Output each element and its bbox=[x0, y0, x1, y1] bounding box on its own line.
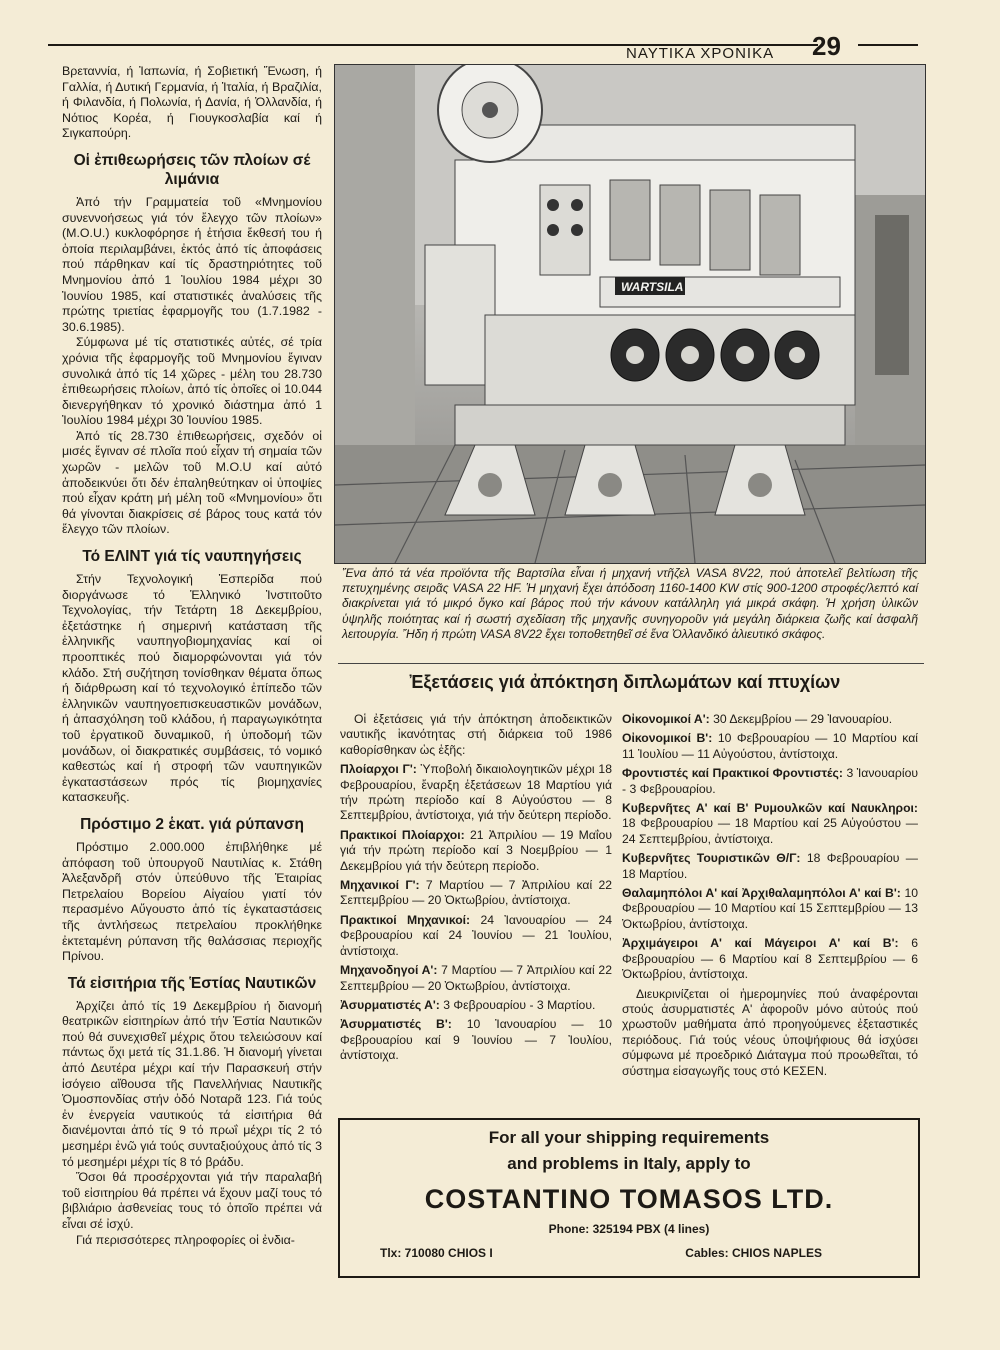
exam-entry bbox=[340, 963, 612, 994]
ad-tagline-2: and problems in Italy, apply to bbox=[507, 1154, 751, 1173]
exam-dates: 18 Φεβρουαρίου — 18 Μαρτίου καί 25 Αὐγούστου — 24 Σεπτεμβρίου, ἀντίστοιχα. bbox=[622, 816, 918, 846]
exam-label: Θαλαμηπόλοι Α' καί Ἀρχιθαλαμηπόλοι Α' καί Β': bbox=[622, 886, 901, 901]
exam-label: Πρακτικοί Πλοίαρχοι: bbox=[340, 827, 465, 842]
exam-label: Πρακτικοί Μηχανικοί: bbox=[340, 912, 471, 927]
section-heading: Οἱ ἐπιθεωρήσεις τῶν πλοίων σέ λιμάνια bbox=[73, 151, 311, 188]
exam-dates: 3 Ἰανουαρίου - 3 Φεβρουαρίου. bbox=[622, 766, 919, 796]
section-heading: Τά εἰσιτήρια τῆς Ἑστίας Ναυτικῶν bbox=[67, 974, 317, 992]
exam-dates: 10 Φεβρουαρίου — 10 Μαρτίου καί 15 Σεπτεμβρίου — 13 Ὀκτωβρίου, ἀντίστοιχα. bbox=[622, 886, 918, 931]
exam-entry bbox=[622, 712, 918, 727]
exam-label: Οἰκονομικοί Β': bbox=[622, 731, 713, 746]
exam-entry bbox=[340, 878, 612, 909]
exam-entry bbox=[340, 913, 612, 959]
ad-telex: Tlx: 710080 CHIOS I bbox=[380, 1246, 493, 1260]
section-heading: Πρόστιμο 2 ἑκατ. γιά ρύπανση bbox=[80, 815, 304, 833]
exam-dates: 21 Ἀπριλίου — 19 Μαΐου γιά τήν πρώτη περίοδο καί 3 Νοεμβρίου — 1 Δεκεμβρίου γιά τήν δεύτερη περίοδο. bbox=[340, 827, 612, 873]
ad-tagline-1: For all your shipping requirements bbox=[488, 1128, 770, 1147]
exam-entry bbox=[622, 936, 918, 982]
exam-entry bbox=[622, 766, 918, 797]
intro-text: Βρεταννία, ή Ἰαπωνία, ή Σοβιετική Ἕνωση, ή Γαλλία, ή Δυτική Γερμανία, ή Ἰταλία, ή Βραζιλία, ή Φιλανδία, ή Πολωνία, ή Δανία, ή Ὀλλανδία, ή Νότιος Κορέα, ή Γιουγκοσλαβία καί ή Σιγκαπούρη. bbox=[62, 64, 322, 141]
ad-phone: Phone: 325194 PBX (4 lines) bbox=[548, 1222, 710, 1236]
exam-label: Ἀσυρματιστές Β': bbox=[340, 1017, 452, 1032]
exam-entry bbox=[340, 828, 612, 874]
exam-label: Κυβερνῆτες Α' καί Β' Ρυμουλκῶν καί Ναυκληροι: bbox=[622, 801, 918, 816]
ad-cables: Cables: CHIOS NAPLES bbox=[685, 1246, 822, 1260]
exam-label: Πλοίαρχοι Γ': bbox=[340, 762, 417, 777]
photo-caption: Ἕνα ἀπό τά νέα προϊόντα τῆς Βαρτσίλα εἶναι ή μηχανή ντῆζελ VASA 8V22, πού ἀποτελεῖ βελτίωση τῆς πετυχημένης σειρᾶς VASA 22 HF. Ἡ μηχανή ἔχει ἀπόδοση 1160-1400 KW στίς 900-1200 στροφές/λεπτό καί διακρίνεται γιά τό μικρό ὄγκο καί βάρος πού τήν κάνουν κατάλληλη γιά μικρά σκάφη. Ἡ χρήση ὑλικῶν ὑψηλῆς ποιότητας καί ή σωστή σχεδίαση τῆς μηχανῆς συνηγοροῦν γιά μεγάλη διάρκεια ζωῆς καί ἀσφαλῆ λειτουργία. Ἤδη ή πρώτη VASA 8V22 ἔχει τοποθετηθεῖ σέ ἕνα Ὀλλανδικό ἁλιευτικό σκάφος. bbox=[342, 566, 918, 641]
exam-label: Ἀσυρματιστές Α': bbox=[340, 997, 440, 1012]
engine-illustration bbox=[335, 65, 925, 563]
advertisement-box bbox=[338, 1118, 920, 1278]
exam-dates: 7 Μαρτίου — 7 Ἀπριλίου καί 22 Σεπτεμβρίου — 20 Ὀκτωβρίου, ἀντίστοιχα. bbox=[340, 878, 612, 908]
engine-brand-label: WARTSILA bbox=[621, 280, 684, 294]
exam-note: Διευκρινίζεται οἱ ἡμερομηνίες πού ἀναφέρονται στούς ἀσυρματιστές Α' ἀφοροῦν μόνο αὐτούς πού χρωστοῦν μαθήματα ἀπό προηγούμενες ἐξεταστικές περιόδους. Γιά τούς νέους ὑποψήφιους θά ἰσχύσει σύμφωνα μέ προεδρικό Διάταγμα πού προωθεῖται, τό σύστημα εἰσαγωγῆς τους στό ΚΕΣΕΝ. bbox=[622, 986, 918, 1078]
section-heading: Τό ΕΛΙΝΤ γιά τίς ναυπηγήσεις bbox=[82, 548, 302, 566]
left-column bbox=[62, 64, 322, 1248]
publication-name: ΝΑΥΤΙΚΑ ΧΡΟΝΙΚΑ bbox=[626, 45, 775, 62]
exam-entry bbox=[622, 731, 918, 762]
exam-dates: 10 Ἰανουαρίου — 10 Φεβρουαρίου καί 9 Ἰουνίου — 7 Ἰουλίου, ἀντίστοιχα. bbox=[340, 1017, 612, 1063]
exam-dates: 6 Φεβρουαρίου — 6 Μαρτίου καί 8 Σεπτεμβρίου — 6 Ὀκτωβρίου, ἀντίστοιχα. bbox=[622, 936, 918, 982]
paragraph: Πρόστιμο 2.000.000 ἐπιβλήθηκε μέ ἀπόφαση τοῦ ὑπουργοῦ Ναυτιλίας κ. Στάθη Ἀλεξανδρῆ στόν ὑπεύθυνο τῆς Ἑταιρίας Πετρελαίου Βορείου Αἰγαίου γιατί τόν περασμένο Αὔγουστο ἀπό τίς ἐγκαταστάσεις τῆς ἀντλήσεως πετρελαίου προκλήθηκε ἐκτεταμένη ρύπανση τῆς θαλάσσιας περιοχῆς Πρίνου. bbox=[62, 839, 322, 964]
exam-dates: 24 Ἰανουαρίου — 24 Φεβρουαρίου καί 24 Ἰουνίου — 21 Ἰουλίου, ἀντίστοιχα. bbox=[340, 912, 612, 958]
paragraph: Ἀπό τήν Γραμματεία τοῦ «Μνημονίου συνεννοήσεως γιά τόν ἔλεγχο τῶν πλοίων» (M.O.U.) κυκλοφόρησε ή ἐτήσια ἔκθεσή του ή ὁποία περιλαμβάνει, ἐκτός ἀπό τίς ἀποφάσεις πού πάρθηκαν καί τίς δραστηριότητες τοῦ Μνημονίου ἀπό 1 Ἰουλίου 1984 μέχρι 30 Ἰουνίου 1985, καί στατιστικές ἀναλύσεις τῆς πρώτης τριετίας ἐφαρμογῆς του (1.7.1982 - 30.6.1985). bbox=[62, 194, 322, 334]
page-number: 29 bbox=[812, 31, 841, 61]
engine-photo bbox=[334, 64, 926, 564]
exam-dates: 30 Δεκεμβρίου — 29 Ἰανουαρίου. bbox=[713, 712, 893, 726]
exam-intro: Οἱ ἐξετάσεις γιά τήν ἀπόκτηση ἀποδεικτικῶν ναυτικῆς ἱκανότητας στή διάρκεια τοῦ 1986 καθορίσθηκαν ὡς ἑξῆς: bbox=[340, 712, 612, 757]
exam-section-title: Ἐξετάσεις γιά ἀπόκτηση διπλωμάτων καί πτυχίων bbox=[409, 672, 841, 692]
exam-column-left bbox=[340, 712, 612, 1068]
paragraph: Γιά περισσότερες πληροφορίες οἱ ἐνδια- bbox=[76, 1232, 295, 1247]
exam-entry bbox=[340, 762, 612, 824]
header-rule-right bbox=[858, 44, 918, 46]
exam-dates: 10 Φεβρουαρίου — 10 Μαρτίου καί 11 Ἰουλίου — 11 Αὐγούστου, ἀντίστοιχα. bbox=[622, 731, 919, 761]
paragraph: Ὅσοι θά προσέρχονται γιά τήν παραλαβή τοῦ εἰσιτηρίου θά πρέπει νά ἔχουν μαζί τους τό βιβλιάριο ἀσθενείας τους τό ὁποῖο πρέπει νά εἶναι σέ ἰσχύ. bbox=[62, 1170, 322, 1231]
exam-entry bbox=[622, 886, 918, 932]
paragraph: Ἀρχίζει ἀπό τίς 19 Δεκεμβρίου ή διανομή θεατρικῶν εἰσιτηρίων ἀπό τήν Ἑστία Ναυτικῶν πού θά συνεχισθεῖ μέχρις ὅτου τελειώσουν καί πάντως ὄχι μετά τίς 31.1.86. Ἡ διανομή γίνεται ἀπό Δευτέρα μέχρι καί τήν Παρασκευή στήν ἰσόγειο αἴθουσα τῆς Πανελλήνιας Ναυτικῆς Ὁμοσπονδίας στήν ὁδό Νοταρᾶ 123. Γιά τούς ἐν ἐνεργεία ναυτικούς τά εἰσιτήρια θά διανέμονται ἀπό τίς 9 τό πρωΐ μέχρι τίς 2 τό μεσημέρι ἐνῶ γιά τούς συνταξιούχους ἀπό τίς 3 τό μεσημέρι μέχρι τίς 8 τό βράδυ. bbox=[62, 998, 322, 1169]
exam-label: Μηχανοδηγοί Α': bbox=[340, 963, 438, 978]
exam-entry bbox=[622, 851, 918, 882]
exam-label: Ἀρχιμάγειροι Α' καί Μάγειροι Α' καί Β': bbox=[622, 936, 899, 951]
paragraph: Στήν Τεχνολογική Ἑσπερίδα πού διοργάνωσε τό Ἑλληνικό Ἰνστιτοῦτο Τεχνολογίας, τήν Τετάρτη 18 Δεκεμβρίου, ἐξετάστηκε ή σημερινή κατάσταση τῆς ἑλληνικῆς ναυπηγοβιομηχανίας καί οἱ προοπτικές πού διαμορφώνονται γιά τόν κλάδο. Στή συζήτηση τονίσθηκαν θέματα ὅπως ή διάρθρωση καί τό τεχνολογικό ἐπίπεδο τῶν ἑλληνικῶν ναυπηγοεπισκευαστικῶν μονάδων, ή ἀπασχόληση τοῦ κλάδου, ή παραγωγικότητα τοῦ ἐργατικοῦ δυναμικοῦ, ή ὑποδομή τῶν μονάδων, οἱ διακρατικές συμβάσεις, τό νομικό καθεστώς καί ή στροφή τῶν ναυπηγικῶν ἐγκαταστάσεων πρός τίς βιομηχανίες κατασκευῆς. bbox=[62, 572, 322, 805]
paragraph: Ἀπό τίς 28.730 ἐπιθεωρήσεις, σχεδόν οἱ μισές ἔγιναν σέ πλοῖα πού εἶχαν τή σημαία τῶν χωρῶν - μελῶν τοῦ M.O.U καί αὐτό ἀποδεικνύει ὅτι δέν ἐπαληθεύτηκαν οἱ ὑποψίες πού εἶχαν κράτη μή μέλη τοῦ «Μνημονίου» ὅτι θά γίνονται διακρίσεις σέ βάρος τους κατά τόν ἔλεγχο τῶν πλοίων. bbox=[62, 428, 322, 537]
exam-dates: Ὑποβολή δικαιολογητικῶν μέχρι 18 Φεβρουαρίου, ἔναρξη ἐξετάσεων 18 Μαρτίου γιά τήν πρώτη περίοδο καί 8 Αὐγούστου — 8 Σεπτεμβρίου, ἀντίστοιχα, γιά τήν δεύτερη περίοδο. bbox=[340, 762, 612, 823]
exam-entry bbox=[340, 998, 612, 1013]
caption-divider bbox=[338, 663, 924, 664]
exam-dates: 18 Φεβρουαρίου — 18 Μαρτίου. bbox=[622, 851, 918, 881]
paragraph: Σύμφωνα μέ τίς στατιστικές αὐτές, σέ τρία χρόνια τῆς ἐφαρμογῆς τοῦ Μνημονίου ἔγιναν συνολικά ἀπό τίς 14 χῶρες - μέλη του 28.730 ἐπιθεωρήσεις πλοίων, ἀπό τίς ὁποῖες οἱ 10.044 διενεργήθηκαν τό χρονικό διάστημα ἀπό 1 Ἰουλίου 1984 μέχρι 30 Ἰουνίου 1985. bbox=[62, 335, 322, 428]
exam-label: Κυβερνῆτες Τουριστικῶν Θ/Γ: bbox=[622, 851, 801, 866]
exam-label: Οἰκονομικοί Α': bbox=[622, 712, 710, 726]
ad-company-name: COSTANTINO TOMASOS LTD. bbox=[424, 1184, 834, 1214]
exam-column-right bbox=[622, 712, 918, 1083]
exam-entry bbox=[340, 1017, 612, 1063]
exam-label: Μηχανικοί Γ': bbox=[340, 878, 420, 893]
exam-dates: 3 Φεβρουαρίου - 3 Μαρτίου. bbox=[443, 997, 596, 1012]
exam-label: Φροντιστές καί Πρακτικοί Φροντιστές: bbox=[622, 766, 843, 781]
exam-dates: 7 Μαρτίου — 7 Ἀπριλίου καί 22 Σεπτεμβρίου — 20 Ὀκτωβρίου, ἀντίστοιχα. bbox=[340, 963, 612, 993]
exam-entry bbox=[622, 801, 918, 847]
